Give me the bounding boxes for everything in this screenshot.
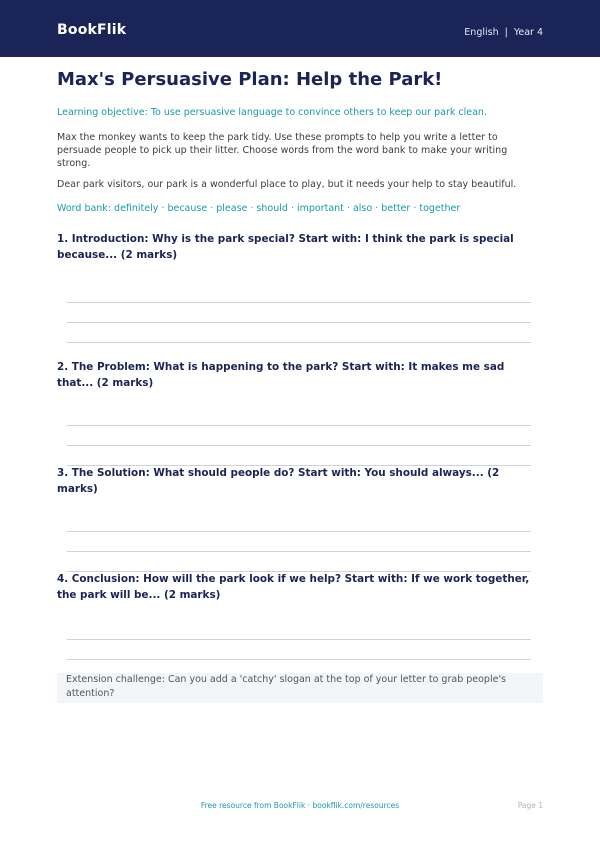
extension-challenge: Extension challenge: Can you add a 'catchy' slogan at the top of your letter to grab people's attention? bbox=[66, 674, 507, 699]
answer-line[interactable] bbox=[67, 659, 531, 660]
answer-line[interactable] bbox=[67, 425, 531, 426]
question-3: 3. The Solution: What should people do? Start with: You should always... (2 marks) bbox=[57, 467, 500, 495]
brand-logo: BookFlik bbox=[57, 22, 127, 38]
answer-line[interactable] bbox=[67, 571, 531, 572]
extension-box bbox=[57, 673, 543, 703]
word-bank: Word bank: definitely · because · please · should · important · also · better · together bbox=[57, 203, 461, 214]
learning-objective: Learning objective: To use persuasive language to convince others to keep our park clean. bbox=[57, 107, 487, 118]
worksheet-content bbox=[57, 57, 543, 680]
answer-line[interactable] bbox=[67, 302, 531, 303]
answer-line[interactable] bbox=[67, 639, 531, 640]
intro-text: Max the monkey wants to keep the park tidy. Use these prompts to help you write a letter to persuade people to pick up their litter. Choose words from the word bank to make your writing strong. bbox=[57, 132, 508, 169]
footer-link[interactable]: Free resource from BookFlik · bookflik.com/resources bbox=[200, 801, 400, 810]
answer-line[interactable] bbox=[67, 342, 531, 343]
page-number: Page 1 bbox=[517, 801, 543, 810]
answer-line[interactable] bbox=[67, 551, 531, 552]
letter-opening: Dear park visitors, our park is a wonderful place to play, but it needs your help to stay beautiful. bbox=[57, 179, 517, 190]
answer-line[interactable] bbox=[67, 322, 531, 323]
header-meta bbox=[464, 27, 543, 38]
answer-line[interactable] bbox=[67, 531, 531, 532]
page-footer bbox=[0, 801, 600, 815]
answer-lines-2[interactable] bbox=[67, 425, 531, 466]
answer-line[interactable] bbox=[67, 445, 531, 446]
page-title: Max's Persuasive Plan: Help the Park! bbox=[57, 69, 443, 90]
header-separator: | bbox=[504, 27, 508, 38]
question-2: 2. The Problem: What is happening to the park? Start with: It makes me sad that... (2 marks) bbox=[57, 361, 505, 389]
answer-line[interactable] bbox=[67, 465, 531, 466]
subject-label: English bbox=[464, 27, 499, 38]
page-header bbox=[0, 0, 600, 57]
answer-lines-3[interactable] bbox=[67, 531, 531, 572]
question-1: 1. Introduction: Why is the park special? Start with: I think the park is special because... (2 marks) bbox=[57, 233, 514, 261]
answer-lines-1[interactable] bbox=[67, 302, 531, 343]
question-4: 4. Conclusion: How will the park look if we help? Start with: If we work together, the park will be... (2 marks) bbox=[57, 573, 530, 601]
year-label: Year 4 bbox=[513, 27, 543, 38]
